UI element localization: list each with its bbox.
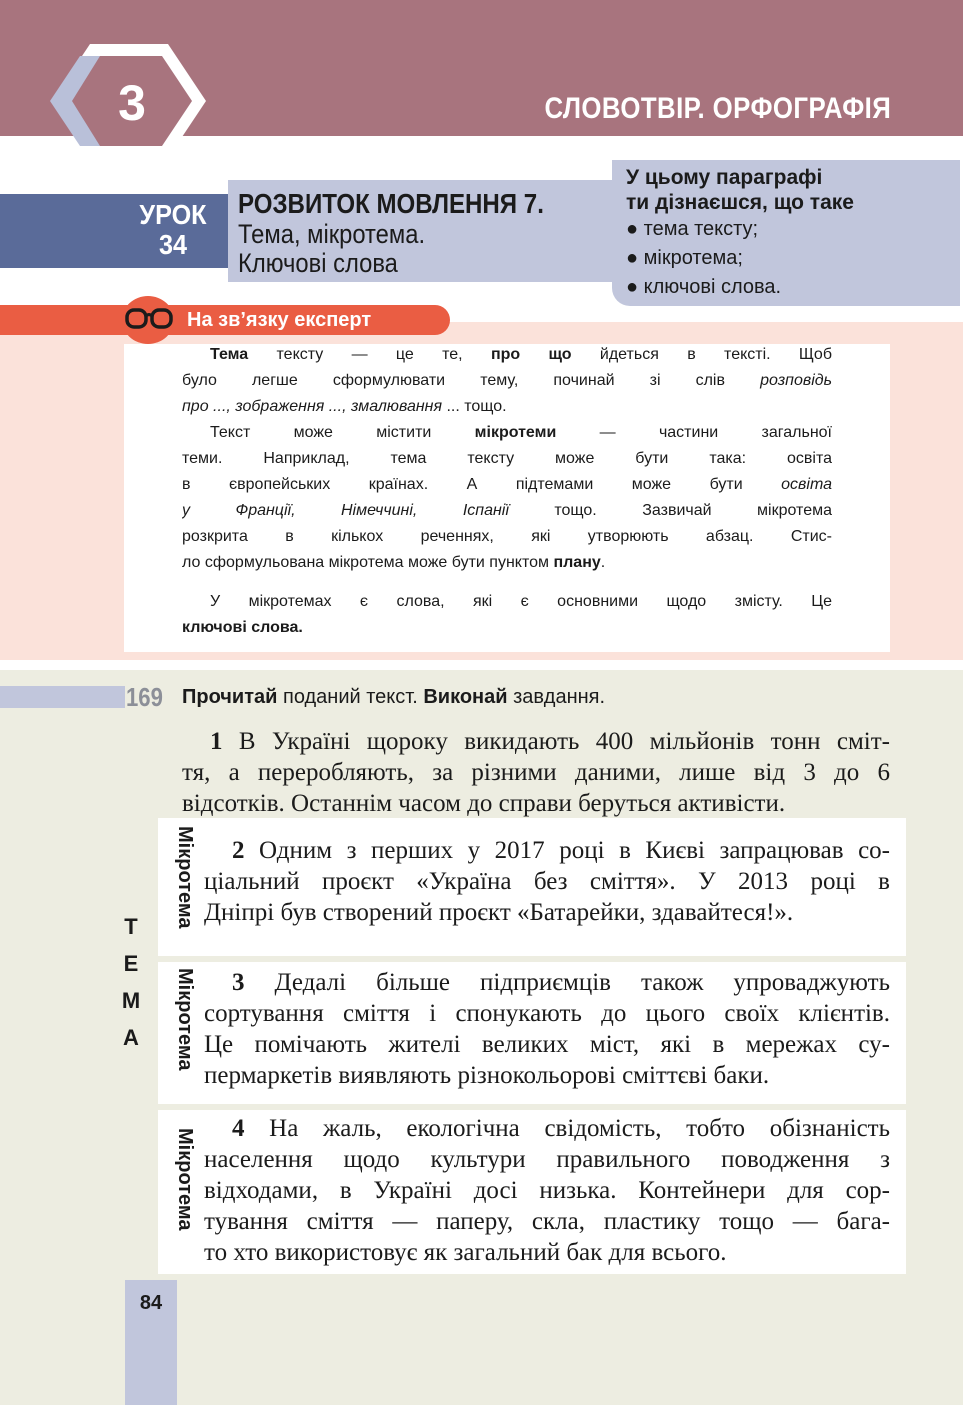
chapter-number: 3: [118, 75, 146, 131]
expert-paragraph-2: [182, 424, 832, 580]
text-line: [182, 502, 832, 528]
text-line: [182, 476, 832, 502]
lesson-label: [133, 200, 214, 260]
theme-letter: Е: [123, 951, 139, 976]
learn-item: ● ключові слова.: [626, 276, 782, 298]
microtheme-label: Мікротема: [174, 1128, 196, 1231]
chapter-title: СЛОВОТВІР. ОРФОГРАФІЯ: [544, 92, 891, 125]
text-line: [204, 835, 890, 866]
term-bold: ключові слова.: [182, 619, 303, 636]
exercise-task: [182, 684, 605, 710]
text-span: — частини загальної: [556, 424, 832, 441]
paragraph-number: 3: [232, 969, 245, 996]
text-line: [204, 1113, 890, 1144]
exercise-number: 169: [126, 682, 163, 712]
microtheme-label: Мікротема: [174, 826, 196, 929]
text-line: відходами, в Україні досі низька. Контейнери для сор-: [204, 1177, 890, 1204]
text-span: тексту — це те,: [248, 346, 491, 363]
text-italic: про ..., зображення ..., змалювання: [182, 398, 443, 415]
text-span: тощо. Зазвичай мікротема: [508, 502, 832, 519]
text-line: У мікротемах є слова, які є основними щодо змісту. Це: [210, 593, 832, 610]
text-span: На жаль, екологічна свідомість, тобто обізнаність: [244, 1115, 890, 1142]
expert-text-card: [124, 344, 890, 652]
lesson-number: 34: [158, 229, 188, 260]
theme-vertical-label: [119, 908, 143, 1056]
theme-letter: Т: [124, 914, 138, 939]
text-span: було легше сформулювати тему, починай зі слів: [182, 372, 761, 389]
expert-paragraph-3: [182, 593, 832, 645]
text-paragraph-1: [182, 726, 890, 819]
lesson-title: РОЗВИТОК МОВЛЕННЯ 7.: [238, 188, 544, 219]
text-span: .: [600, 554, 606, 571]
microtheme-label: Мікротема: [174, 968, 196, 1071]
text-line: ціальний проєкт «Україна без сміття». У 2013 році в: [204, 868, 890, 895]
text-italic: освіта: [781, 476, 832, 493]
expert-label: На зв’язку експерт: [187, 309, 372, 331]
paragraph-number: 1: [210, 728, 223, 755]
expert-paragraph-1: [182, 344, 832, 424]
learn-box: [612, 160, 960, 306]
lesson-title-box: [228, 180, 612, 282]
learn-item: ● тема тексту;: [626, 218, 759, 240]
text-line: [182, 424, 832, 450]
text-line: розкрита в кількох реченнях, які утворюють абзац. Стис-: [182, 528, 832, 545]
term-bold: про що: [490, 346, 572, 363]
lesson-subtitle-1: Тема, мікротема.: [238, 219, 426, 249]
text-span: в європейських країнах. А підтемами може бути: [182, 476, 782, 493]
text-span: ло сформульована мікротема може бути пунктом: [182, 554, 554, 571]
text-line: тя, а переробляють, за різними даними, лише від 3 до 6: [182, 759, 890, 786]
text-line: населення щодо культури правильного поводження з: [204, 1146, 890, 1173]
task-verb: Виконай: [423, 686, 508, 708]
text-span: Текст може містити: [210, 424, 475, 441]
text-line: [182, 619, 832, 645]
text-line: [182, 346, 832, 372]
learn-heading-2: ти дізнаєшся, що таке: [626, 191, 854, 214]
text-span: йдеться в тексті. Щоб: [571, 346, 832, 363]
exercise-bar: [0, 686, 125, 708]
paragraph-number: 2: [232, 837, 245, 864]
text-paragraph-2: [204, 835, 890, 928]
text-span: поданий текст.: [277, 686, 424, 708]
term-bold: мікротеми: [474, 424, 557, 441]
text-italic: розповідь: [760, 372, 832, 389]
learn-item: ● мікротема;: [626, 247, 743, 269]
text-span: Одним з перших у 2017 році в Києві запрацював со-: [244, 837, 890, 864]
text-line: [182, 398, 832, 424]
lesson-subtitle-2: Ключові слова: [238, 248, 398, 278]
text-line: [204, 967, 890, 998]
text-span: Дедалі більше підприємців також упроваджують: [244, 969, 890, 996]
text-paragraph-4: [204, 1113, 890, 1268]
text-line: тування сміття — паперу, скла, пластику тощо — бага-: [204, 1208, 890, 1235]
text-line: [182, 726, 890, 757]
learn-heading-1: У цьому параграфі: [626, 166, 823, 189]
text-span: завдання.: [507, 686, 606, 708]
page-number: 84: [139, 1292, 163, 1314]
theme-letter: А: [123, 1025, 139, 1050]
text-line: теми. Наприклад, тема тексту може бути така: освіта: [182, 450, 832, 467]
text-italic: у Франції, Німеччині, Іспанії: [182, 502, 509, 519]
glasses-icon: [124, 306, 174, 332]
text-line: пермаркетів виявляють різнокольорові сміттєві баки.: [204, 1062, 770, 1089]
text-line: [182, 372, 832, 398]
paragraph-number: 4: [232, 1115, 245, 1142]
text-line: [182, 554, 832, 580]
text-line: відсотків. Останнім часом до справи беруться активісти.: [182, 790, 786, 817]
text-line: Це помічають жителі великих міст, які в мережах су-: [204, 1031, 890, 1058]
text-paragraph-3: [204, 967, 890, 1091]
term-bold: плану: [553, 554, 601, 571]
text-span: В Україні щороку викидають 400 мільйонів тонн сміт-: [222, 728, 890, 755]
text-line: то хто використовує як загальний бак для всього.: [204, 1239, 727, 1266]
task-verb: Прочитай: [182, 686, 278, 708]
chapter-number-badge: [50, 42, 208, 160]
text-span: ... тощо.: [442, 398, 507, 415]
theme-letter: М: [121, 988, 141, 1013]
term-bold: Тема: [210, 346, 249, 363]
text-line: сортування сміття і спонукають до цього своїх клієнтів.: [204, 1000, 890, 1027]
text-line: Дніпрі був створений проєкт «Батарейки, здавайтеся!».: [204, 899, 794, 926]
lesson-word: УРОК: [139, 199, 207, 230]
